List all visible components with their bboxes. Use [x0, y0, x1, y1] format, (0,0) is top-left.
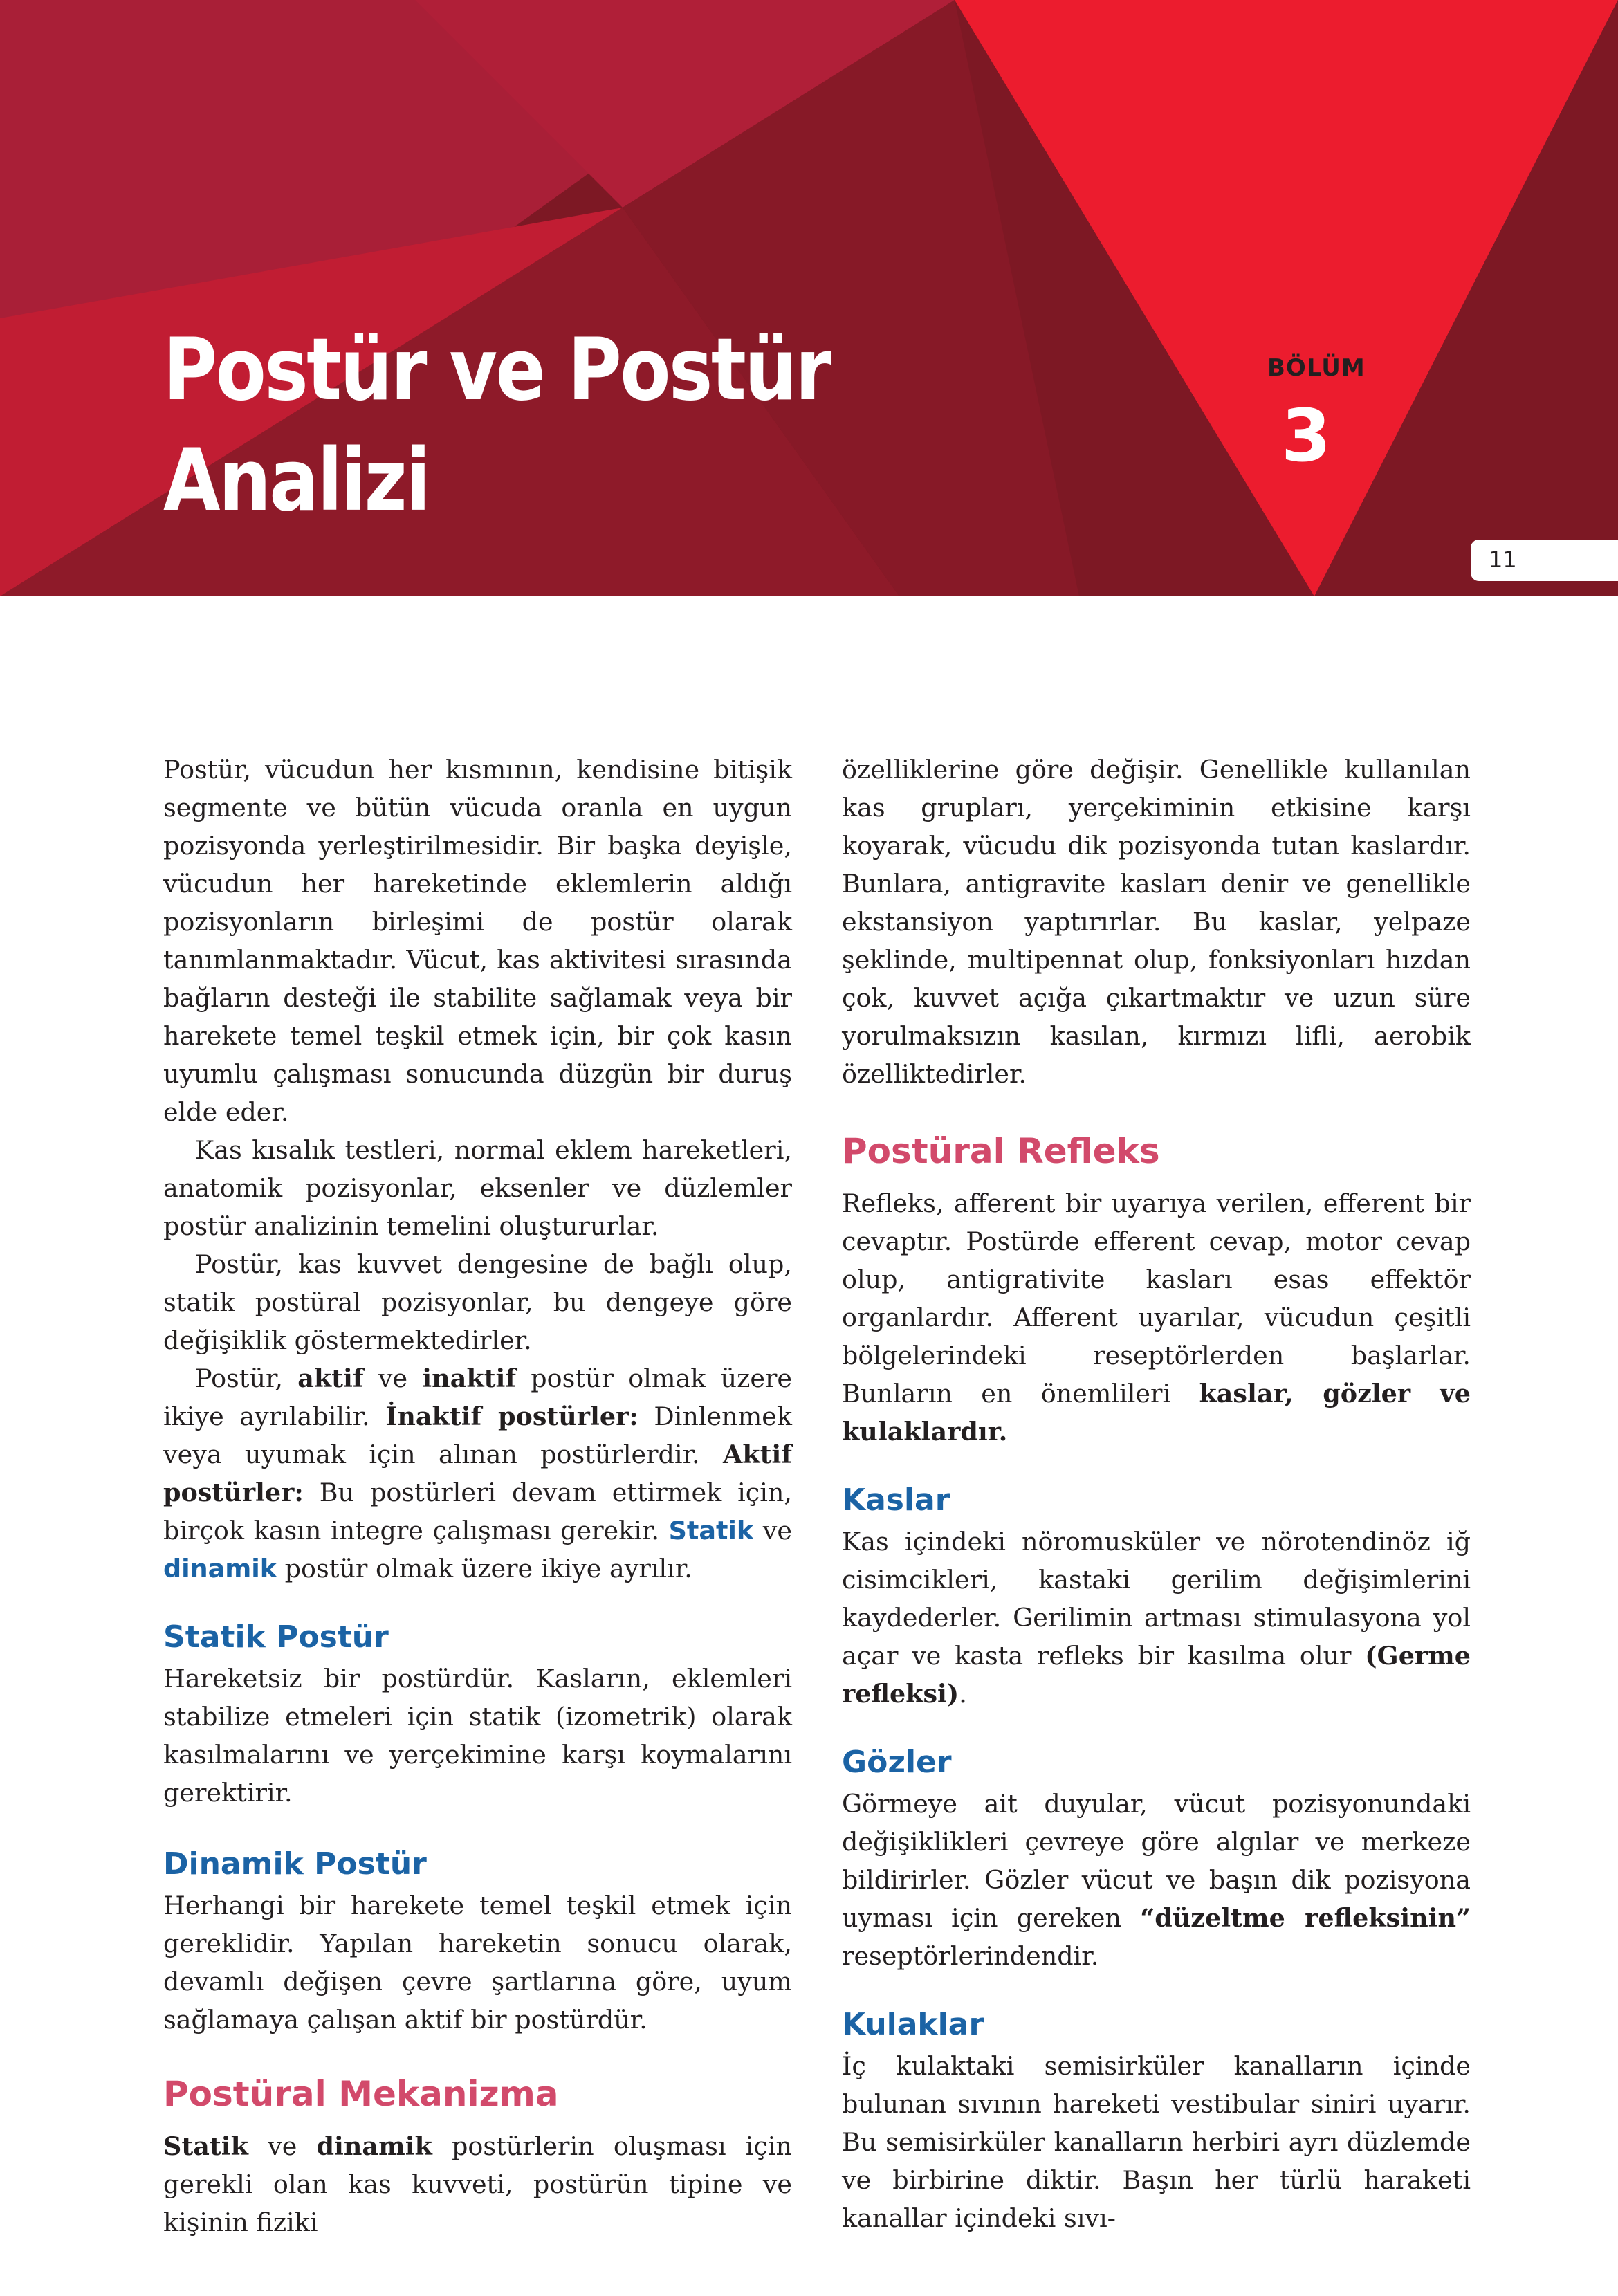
text: Dinlenmek veya uyumak için alınan postürlerdir.	[163, 1402, 792, 1469]
text: Postür,	[195, 1363, 298, 1393]
text: postür olmak üzere ikiye ayrılabilir.	[163, 1363, 792, 1431]
heading-statik-postur: Statik Postür	[163, 1619, 389, 1655]
text: postürlerin oluşması için gerekli olan kas kuvveti, postürün tipine ve kişinin fiziki	[163, 2131, 792, 2237]
paragraph-kaslar	[842, 1523, 1471, 1713]
chapter-title	[163, 315, 830, 536]
keyword-dinamik: dinamik	[316, 2131, 432, 2161]
text: ve	[248, 2131, 317, 2161]
keyword-kaslar-gozler-kulaklar: kaslar, gözler ve kulaklardır.	[842, 1379, 1471, 1447]
heading-kulaklar: Kulaklar	[842, 2007, 984, 2042]
paragraph-kuvvet-dengesi: Postür, kas kuvvet dengesine de bağlı olup, statik postüral pozisyonlar, bu dengeye göre değişiklik göstermektedirler.	[163, 1249, 792, 1355]
paragraph-statik-postur: Hareketsiz bir postürdür. Kasların, eklemleri stabilize etmeleri için statik (izometrik) olarak kasılmalarını ve yerçekimine karşı koymalarını gerektirir.	[163, 1664, 792, 1808]
keyword-statik: Statik	[163, 2131, 248, 2161]
paragraph-dinamik-postur: Herhangi bir harekete temel teşkil etmek için gereklidir. Yapılan hareketin sonucu olarak, devamlı değişen çevre şartlarına göre, uyum sağlamaya çalışan aktif bir postürdür.	[163, 1891, 792, 2035]
text: postür olmak üzere ikiye ayrılır.	[277, 1554, 692, 1583]
paragraph-posturel-refleks	[842, 1184, 1471, 1451]
paragraph-posturel-mekanizma	[163, 2127, 792, 2241]
text: ve	[753, 1516, 793, 1545]
text: Kas içindeki nöromusküler ve nörotendinöz iğ cisimcikleri, kastaki gerilim değişimlerini kaydederler. Gerilimin artması stimulasyona yol açar ve kasta refleks bir kasılma olur	[842, 1527, 1471, 1671]
left-column	[163, 751, 792, 2241]
heading-dinamik-postur: Dinamik Postür	[163, 1846, 427, 1882]
heading-posturel-refleks: Postüral Refleks	[842, 1131, 1160, 1171]
keyword-inaktif: inaktif	[422, 1363, 517, 1393]
text: Refleks, afferent bir uyarıya verilen, efferent bir cevaptır. Postürde efferent cevap, motor cevap olup, antigrativite kasları esas effektör organlardır. Afferent uyarılar, vücudun çeşitli bölgelerindeki reseptörlerden başlarlar. Bunların en önemlileri	[842, 1188, 1471, 1408]
text: ve	[363, 1363, 423, 1393]
heading-gozler: Gözler	[842, 1745, 952, 1780]
paragraph-aktif-inaktif	[163, 1359, 792, 1588]
chapter-label: BÖLÜM	[1267, 354, 1366, 382]
heading-posturel-mekanizma: Postüral Mekanizma	[163, 2074, 559, 2114]
keyword-dinamik: dinamik	[163, 1554, 277, 1583]
keyword-aktif-posturler: Aktif postürler:	[163, 1440, 792, 1507]
intro-paragraph: Postür, vücudun her kısmının, kendisine bitişik segmente ve bütün vücuda oranla en uygun pozisyonda yerleştirilmesidir. Bir başka deyişle, vücudun her hareketinde eklemlerin aldığı pozisyonların birleşimi de postür olarak tanımlanmaktadır. Vücut, kas aktivitesi sırasında bağların desteği ile stabilite sağlamak veya bir harekete temel teşkil etmek için, bir çok kasın uyumlu çalışması sonucunda düzgün bir duruş elde eder.	[163, 755, 792, 1127]
keyword-statik: Statik	[668, 1516, 754, 1545]
paragraph-gozler	[842, 1785, 1471, 1975]
text: Görmeye ait duyular, vücut pozisyonundaki değişiklikleri çevreye göre algılar ve merkeze bildirirler. Gözler vücut ve başın dik pozisyona uyması için gereken	[842, 1789, 1471, 1933]
right-column	[842, 751, 1471, 2237]
keyword-inaktif-posturler: İnaktif postürler:	[385, 1402, 638, 1431]
keyword-aktif: aktif	[297, 1363, 364, 1393]
chapter-title-line1: Postür ve Postür	[163, 320, 830, 420]
paragraph-kas-kisalik: Kas kısalık testleri, normal eklem hareketleri, anatomik pozisyonlar, eksenler ve düzlemler postür analizinin temelini oluştururlar.	[163, 1135, 792, 1241]
keyword-germe-refleksi: (Germe refleksi)	[842, 1641, 1471, 1709]
text: Bu postürleri devam ettirmek için, birçok kasın integre çalışması gerekir.	[163, 1478, 792, 1545]
chapter-number: 3	[1281, 394, 1332, 478]
paragraph-kulaklar: İç kulaktaki semisirküler kanalların içinde bulunan sıvının hareketi vestibular siniri uyarır. Bu semisirküler kanalların herbiri ayrı düzlemde ve birbirine diktir. Başın her türlü haraketi kanallar içindeki sıvı-	[842, 2051, 1471, 2233]
text: .	[959, 1679, 967, 1709]
heading-kaslar: Kaslar	[842, 1482, 950, 1518]
text: reseptörlerindendir.	[842, 1941, 1099, 1971]
page-number: 11	[1489, 547, 1517, 573]
keyword-duzeltme-refleksi: “düzeltme refleksinin”	[1140, 1903, 1471, 1933]
paragraph-continued: özelliklerine göre değişir. Genellikle kullanılan kas grupları, yerçekiminin etkisine karşı koyarak, vücudu dik pozisyonda tutan kaslardır. Bunlara, antigravite kasları denir ve genellikle ekstansiyon yaptırırlar. Bu kaslar, yelpaze şeklinde, multipennat olup, fonksiyonları hızdan çok, kuvvet açığa çıkartmaktır ve uzun süre yorulmaksızın kasılan, kırmızı lifli, aerobik özelliktedirler.	[842, 755, 1471, 1089]
chapter-banner	[0, 0, 1618, 596]
chapter-title-line2: Analizi	[163, 431, 430, 531]
